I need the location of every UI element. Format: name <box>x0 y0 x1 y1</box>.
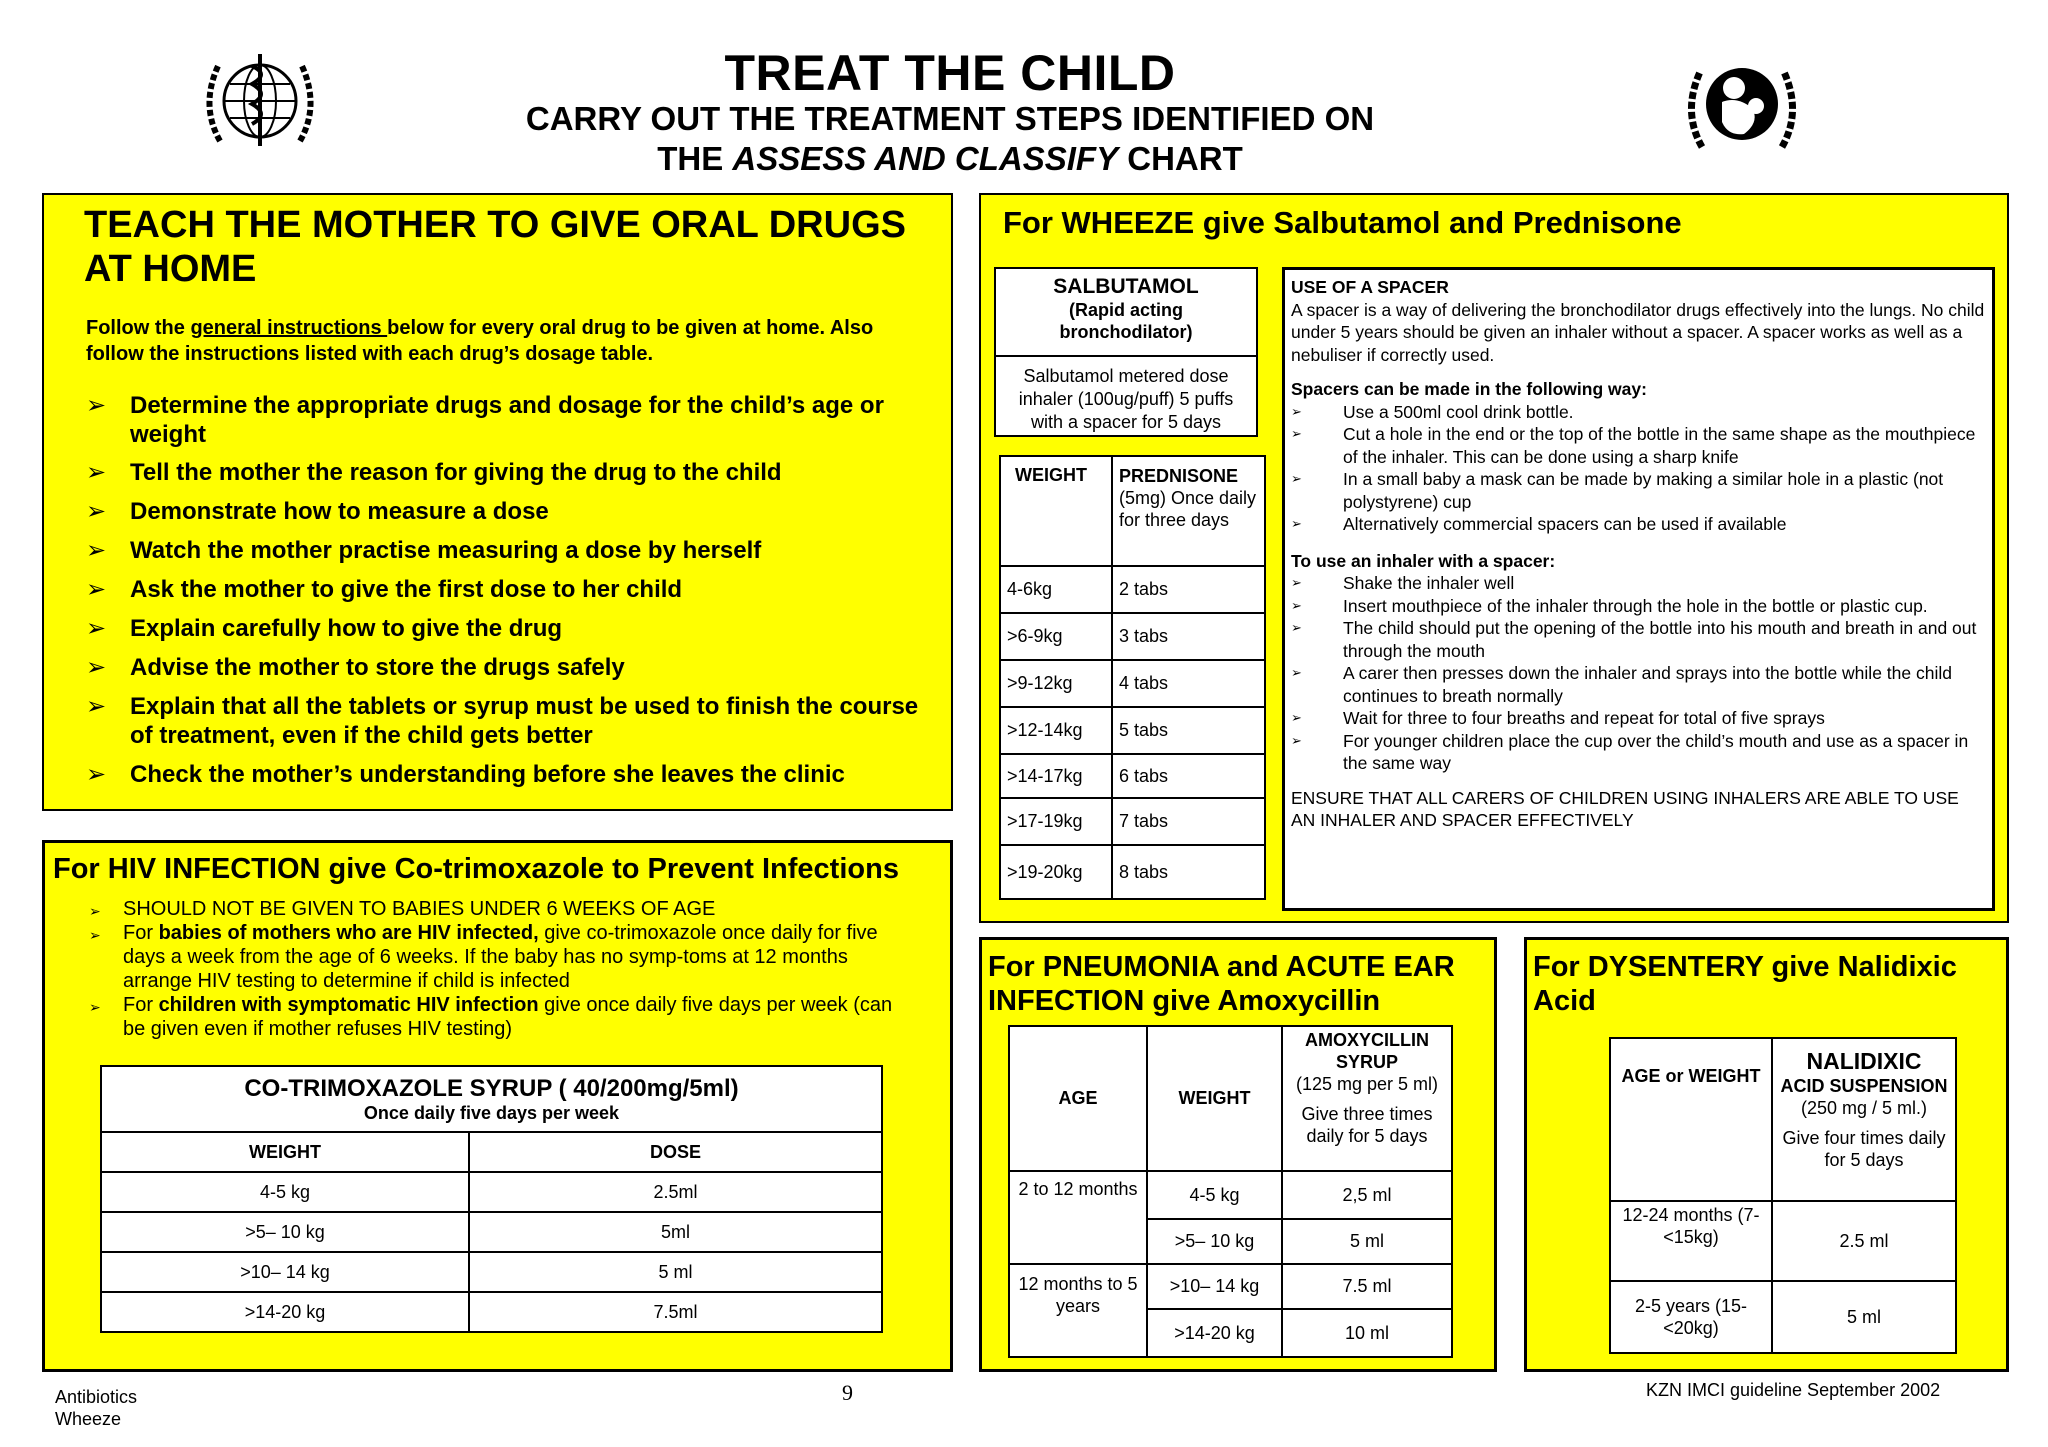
table-row <box>1000 613 1265 660</box>
table-title-cell <box>101 1066 882 1132</box>
hiv-note-text: give co-trimoxazole once daily for five days a week from the age of 6 weeks. If the baby has no symp-toms at 12 months arrange HIV testing to determine if child is infected <box>123 922 878 992</box>
list-item <box>1291 572 1986 595</box>
dose-cell: 2.5ml <box>469 1172 882 1212</box>
table-subtitle: Once daily five days per week <box>363 1102 620 1123</box>
hiv-heading: For HIV INFECTION give Co-trimoxazole to Prevent Infections <box>53 853 899 885</box>
subtitle-text: THE <box>657 140 733 177</box>
pneumonia-panel <box>979 937 1497 1372</box>
list-item <box>86 391 936 449</box>
dose-cell: 2 tabs <box>1112 566 1265 613</box>
intro-text: Follow the <box>86 317 191 339</box>
list-item <box>86 614 936 643</box>
dose-cell: 4 tabs <box>1112 660 1265 707</box>
table-row <box>101 1252 882 1292</box>
table-row <box>101 1292 882 1332</box>
arrow-bullet-icon: ➢ <box>1291 516 1302 531</box>
subtitle-emphasis: ASSESS AND CLASSIFY <box>732 140 1119 177</box>
page-subtitle-line1: CARRY OUT THE TREATMENT STEPS IDENTIFIED ON <box>525 100 1375 137</box>
arrow-bullet-icon: ➢ <box>86 498 107 525</box>
amoxycillin-strength: (125 mg per 5 ml) <box>1295 1074 1439 1094</box>
general-instructions-text: general instructions <box>190 317 388 339</box>
arrow-bullet-icon: ➢ <box>1291 426 1302 441</box>
column-header: WEIGHT <box>1000 456 1112 566</box>
list-item <box>1291 617 1986 662</box>
arrow-bullet-icon: ➢ <box>1291 620 1302 635</box>
age-cell: 2-5 years (15- <20kg) <box>1610 1281 1772 1353</box>
arrow-bullet-icon: ➢ <box>86 459 107 486</box>
teach-steps-list <box>86 391 936 789</box>
hiv-note-emphasis: children with symptomatic HIV infection <box>158 994 539 1016</box>
weight-cell: >17-19kg <box>1000 798 1112 845</box>
arrow-bullet-icon: ➢ <box>1291 665 1302 680</box>
salbutamol-subtitle: (Rapid acting bronchodilator) <box>1059 300 1193 342</box>
spacer-step: For younger children place the cup over the child’s mouth and use as a spacer in the same way <box>1343 730 1969 773</box>
arrow-bullet-icon: ➢ <box>86 537 107 564</box>
page-subtitle-line2 <box>0 140 1900 178</box>
page-number: 9 <box>842 1380 853 1405</box>
spacer-use-title: To use an inhaler with a spacer: <box>1291 550 1556 571</box>
spacer-intro: A spacer is a way of delivering the bronchodilator drugs effectively into the lungs. No child under 5 years should be given an inhaler without a spacer. A spacer works as well as a nebuliser if correctly used. <box>1291 299 1985 365</box>
arrow-bullet-icon: ➢ <box>1291 732 1302 748</box>
step-text: Advise the mother to store the drugs safely <box>130 654 625 681</box>
step-text: Watch the mother practise measuring a dose by herself <box>130 537 762 564</box>
subtitle-text: CHART <box>1118 140 1243 177</box>
weight-cell: >14-20 kg <box>101 1292 469 1332</box>
weight-cell: 4-5 kg <box>101 1172 469 1212</box>
column-header <box>1112 456 1265 566</box>
dose-cell: 2.5 ml <box>1772 1201 1956 1281</box>
weight-cell: >19-20kg <box>1000 845 1112 899</box>
footer-tag: Wheeze <box>55 1409 122 1429</box>
age-cell: 2 to 12 months <box>1009 1171 1147 1264</box>
cotrimoxazole-dose-table <box>100 1065 883 1333</box>
hiv-note-text: For <box>123 994 159 1016</box>
age-cell: 12-24 months (7- <15kg) <box>1610 1201 1772 1281</box>
salbutamol-instructions: Salbutamol metered dose inhaler (100ug/puff) 5 puffs with a spacer for 5 days <box>1018 366 1234 432</box>
step-text: Ask the mother to give the first dose to her child <box>130 576 683 603</box>
weight-cell: 4-6kg <box>1000 566 1112 613</box>
dose-cell: 5 ml <box>469 1252 882 1292</box>
nalidixic-strength: (250 mg / 5 ml.) <box>1800 1098 1928 1118</box>
dose-cell: 2,5 ml <box>1282 1171 1452 1219</box>
intro-text: below for every oral drug to be given at home. Also follow the instructions listed with each drug’s dosage table. <box>86 317 874 365</box>
list-item <box>89 993 919 1041</box>
table-header-row <box>1610 1038 1956 1201</box>
spacer-step: Use a 500ml cool drink bottle. <box>1343 401 1574 422</box>
weight-cell: >10– 14 kg <box>101 1252 469 1292</box>
hiv-note-text: For <box>123 922 159 944</box>
age-cell: 12 months to 5 years <box>1009 1264 1147 1357</box>
column-header <box>1282 1026 1452 1171</box>
list-item <box>1291 707 1986 730</box>
table-row <box>1000 845 1265 899</box>
list-item <box>1291 468 1986 513</box>
spacer-step: A carer then presses down the inhaler and sprays into the bottle while the child continues to breath normally <box>1343 663 1952 706</box>
arrow-bullet-icon: ➢ <box>86 615 107 642</box>
column-header: DOSE <box>469 1132 882 1172</box>
table-row <box>1009 1171 1452 1219</box>
table-column-header-row <box>101 1132 882 1172</box>
hiv-note-text: SHOULD NOT BE GIVEN TO BABIES UNDER 6 WEEKS OF AGE <box>123 898 716 920</box>
amoxycillin-dose-table <box>1008 1025 1453 1358</box>
column-header <box>1772 1038 1956 1201</box>
wheeze-heading: For WHEEZE give Salbutamol and Prednisone <box>1003 205 1682 240</box>
dose-cell: 5 ml <box>1282 1219 1452 1264</box>
spacer-step: Insert mouthpiece of the inhaler through the hole in the bottle or plastic cup. <box>1343 595 1928 616</box>
spacer-step: Alternatively commercial spacers can be used if available <box>1343 514 1787 534</box>
nalidixic-subtitle: ACID SUSPENSION <box>1780 1076 1948 1096</box>
column-header: AGE <box>1009 1026 1147 1171</box>
table-row <box>1000 660 1265 707</box>
list-item <box>1291 513 1986 536</box>
dose-cell: 5ml <box>469 1212 882 1252</box>
teach-intro <box>86 315 936 367</box>
page-title: TREAT THE CHILD <box>724 45 1176 101</box>
list-item <box>86 653 936 682</box>
table-row <box>1000 754 1265 798</box>
step-text: Tell the mother the reason for giving the drug to the child <box>130 459 782 486</box>
list-item <box>1291 662 1986 707</box>
table-row <box>1000 566 1265 613</box>
dose-cell: 5 tabs <box>1112 707 1265 754</box>
arrow-bullet-icon: ➢ <box>1291 597 1302 613</box>
list-item <box>1291 401 1986 424</box>
spacer-instructions-box <box>1282 267 1995 911</box>
list-item <box>86 760 936 789</box>
arrow-bullet-icon: ➢ <box>1291 710 1302 725</box>
spacer-title: USE OF A SPACER <box>1291 277 1449 297</box>
prednisone-note: (5mg) Once daily for three days <box>1119 488 1257 530</box>
arrow-bullet-icon: ➢ <box>86 761 107 788</box>
nalidixic-frequency: Give four times daily for 5 days <box>1782 1128 1946 1170</box>
dose-cell: 3 tabs <box>1112 613 1265 660</box>
hiv-note-emphasis: babies of mothers who are HIV infected, <box>158 922 539 944</box>
step-text: Determine the appropriate drugs and dosage for the child’s age or weight <box>130 392 884 448</box>
weight-cell: 4-5 kg <box>1147 1171 1282 1219</box>
step-text: Check the mother’s understanding before she leaves the clinic <box>130 761 845 788</box>
nalidixic-dose-table <box>1609 1037 1957 1354</box>
spacer-step: Shake the inhaler well <box>1343 573 1515 593</box>
salbutamol-box <box>994 267 1258 437</box>
column-header: WEIGHT <box>1147 1026 1282 1171</box>
hiv-infection-panel <box>42 840 953 1372</box>
table-row <box>101 1172 882 1212</box>
table-header-row <box>1009 1026 1452 1171</box>
hiv-instructions-list <box>89 897 919 1041</box>
list-item <box>89 897 919 921</box>
spacer-step: In a small baby a mask can be made by making a similar hole in a plastic (not polystyrene) cup <box>1343 469 1944 512</box>
amoxycillin-frequency: Give three times daily for 5 days <box>1301 1104 1433 1146</box>
dysentery-heading: For DYSENTERY give Nalidixic Acid <box>1533 951 1957 1017</box>
weight-cell: >5– 10 kg <box>101 1212 469 1252</box>
table-row <box>1000 798 1265 845</box>
arrow-bullet-icon: ➢ <box>86 654 107 681</box>
dysentery-panel <box>1524 937 2009 1372</box>
step-text: Explain that all the tablets or syrup must be used to finish the course of treatment, even if the child gets better <box>130 693 919 749</box>
table-header-row <box>1000 456 1265 566</box>
pneumonia-heading: For PNEUMONIA and ACUTE EAR INFECTION give Amoxycillin <box>988 951 1455 1017</box>
footer-left <box>55 1386 137 1430</box>
dose-cell: 10 ml <box>1282 1309 1452 1357</box>
spacer-step: The child should put the opening of the bottle into his mouth and breath in and out through the mouth <box>1343 618 1977 661</box>
column-header: WEIGHT <box>101 1132 469 1172</box>
weight-cell: >10– 14 kg <box>1147 1264 1282 1309</box>
arrow-bullet-icon: ➢ <box>89 927 101 943</box>
salbutamol-title: SALBUTAMOL <box>1053 275 1199 298</box>
table-row <box>1610 1281 1956 1353</box>
footer-right: KZN IMCI guideline September 2002 <box>1646 1380 1941 1400</box>
spacer-step: Wait for three to four breaths and repeat for total of five sprays <box>1343 708 1825 728</box>
arrow-bullet-icon: ➢ <box>1291 471 1302 486</box>
step-text: Explain carefully how to give the drug <box>130 615 563 642</box>
table-row <box>1000 707 1265 754</box>
step-text: Demonstrate how to measure a dose <box>130 498 549 525</box>
list-item <box>86 575 936 604</box>
weight-cell: >14-20 kg <box>1147 1309 1282 1357</box>
table-row <box>101 1212 882 1252</box>
list-item <box>86 692 936 750</box>
dose-cell: 5 ml <box>1772 1281 1956 1353</box>
arrow-bullet-icon: ➢ <box>1291 403 1302 419</box>
dose-cell: 7 tabs <box>1112 798 1265 845</box>
spacer-ensure-note: ENSURE THAT ALL CARERS OF CHILDREN USING INHALERS ARE ABLE TO USE AN INHALER AND SPACER EFFECTIVELY <box>1291 787 1959 830</box>
list-item <box>89 921 919 993</box>
amoxycillin-title: AMOXYCILLIN SYRUP <box>1305 1030 1429 1072</box>
weight-cell: >6-9kg <box>1000 613 1112 660</box>
prednisone-title: PREDNISONE <box>1119 466 1239 486</box>
table-title: CO-TRIMOXAZOLE SYRUP ( 40/200mg/5ml) <box>244 1074 739 1102</box>
spacer-step: Cut a hole in the end or the top of the bottle in the same shape as the mouthpiece of the inhaler. This can be done using a sharp knife <box>1343 424 1976 467</box>
weight-cell: >9-12kg <box>1000 660 1112 707</box>
list-item <box>86 458 936 487</box>
arrow-bullet-icon: ➢ <box>89 999 101 1015</box>
prednisone-dose-table <box>999 455 1266 900</box>
teach-heading: TEACH THE MOTHER TO GIVE ORAL DRUGS AT HOME <box>84 204 906 290</box>
list-item <box>1291 730 1986 775</box>
weight-cell: >14-17kg <box>1000 754 1112 798</box>
hiv-note-text: give once daily five days per week (can be given even if mother refuses HIV testing) <box>123 994 893 1040</box>
nalidixic-title: NALIDIXIC <box>1806 1048 1922 1074</box>
footer-tag: Antibiotics <box>55 1387 138 1407</box>
weight-cell: >12-14kg <box>1000 707 1112 754</box>
list-item <box>1291 595 1986 618</box>
wheeze-panel <box>979 193 2009 923</box>
column-header: AGE or WEIGHT <box>1610 1038 1772 1201</box>
arrow-bullet-icon: ➢ <box>1291 575 1302 590</box>
arrow-bullet-icon: ➢ <box>86 693 107 720</box>
table-row <box>1009 1264 1452 1309</box>
spacer-made-title: Spacers can be made in the following way: <box>1291 379 1647 399</box>
list-item <box>86 536 936 565</box>
arrow-bullet-icon: ➢ <box>86 392 107 419</box>
weight-cell: >5– 10 kg <box>1147 1219 1282 1264</box>
arrow-bullet-icon: ➢ <box>89 903 101 919</box>
dose-cell: 7.5ml <box>469 1292 882 1332</box>
dose-cell: 6 tabs <box>1112 754 1265 798</box>
table-header-row <box>101 1066 882 1132</box>
list-item <box>86 497 936 526</box>
arrow-bullet-icon: ➢ <box>86 576 107 603</box>
table-row <box>1610 1201 1956 1281</box>
list-item <box>1291 423 1986 468</box>
teach-mother-panel <box>42 193 953 811</box>
dose-cell: 8 tabs <box>1112 845 1265 899</box>
dose-cell: 7.5 ml <box>1282 1264 1452 1309</box>
